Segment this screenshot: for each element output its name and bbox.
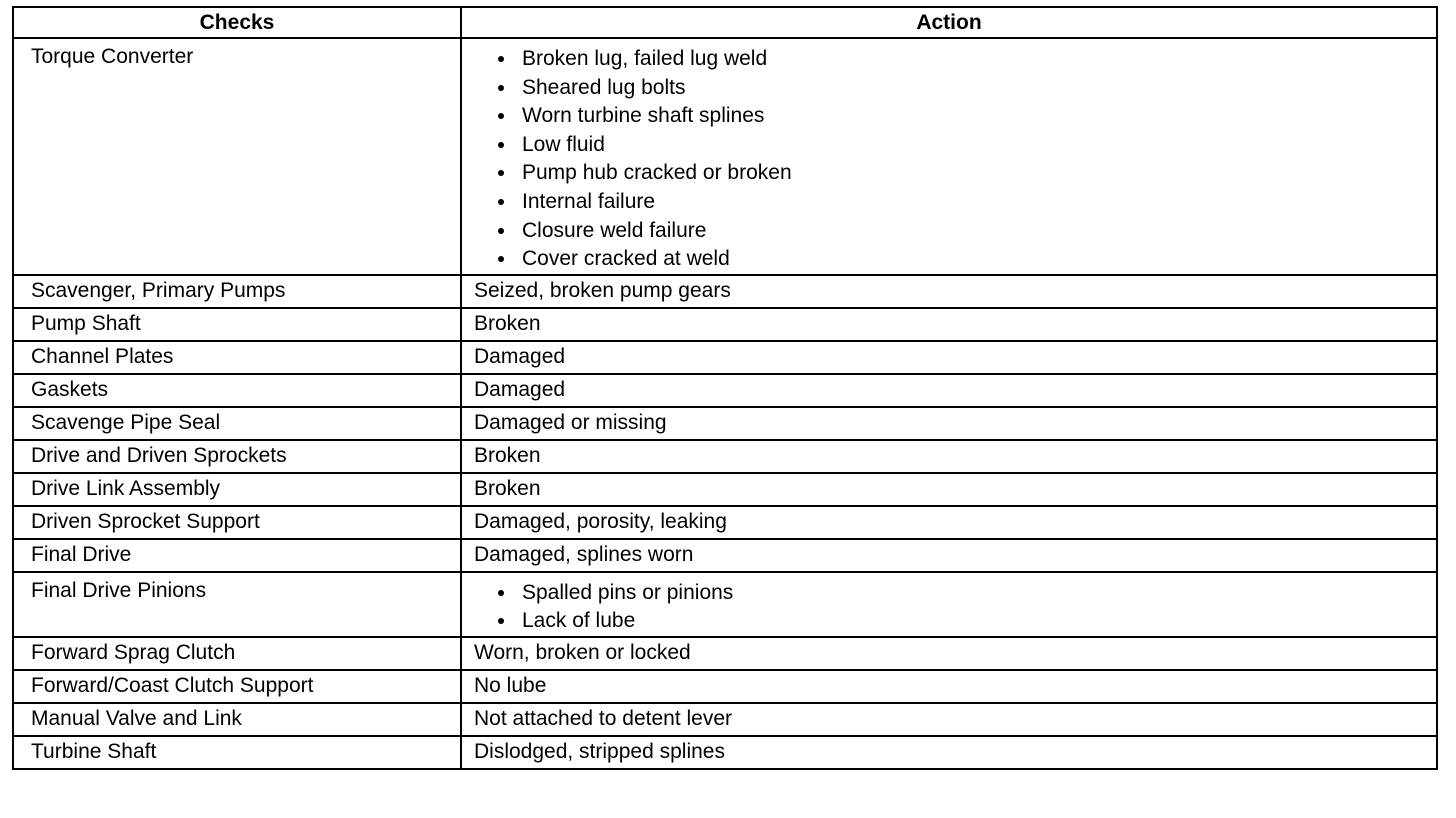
table-header <box>13 7 1437 38</box>
action-cell: Worn, broken or locked <box>461 637 1437 670</box>
action-bullet-item <box>498 217 1436 246</box>
check-cell: Scavenger, Primary Pumps <box>13 275 461 308</box>
action-cell <box>461 572 1437 637</box>
action-cell: Damaged, porosity, leaking <box>461 506 1437 539</box>
table-row <box>13 473 1437 506</box>
action-bullet-text: Low fluid <box>522 132 605 156</box>
action-cell: Broken <box>461 440 1437 473</box>
action-cell: Damaged, splines worn <box>461 539 1437 572</box>
bullet-icon <box>498 170 504 176</box>
table-row <box>13 736 1437 769</box>
action-cell: Damaged <box>461 341 1437 374</box>
header-action: Action <box>461 7 1437 38</box>
action-bullet-list <box>498 579 1436 636</box>
action-bullet-text: Closure weld failure <box>522 218 707 242</box>
action-bullet-item <box>498 74 1436 103</box>
action-bullet-text: Cover cracked at weld <box>522 247 730 271</box>
bullet-icon <box>498 618 504 624</box>
table-row <box>13 572 1437 637</box>
action-bullet-item <box>498 579 1436 608</box>
table-row <box>13 407 1437 440</box>
action-bullet-item <box>498 607 1436 636</box>
table-row <box>13 440 1437 473</box>
table-row <box>13 275 1437 308</box>
check-cell: Torque Converter <box>13 38 461 275</box>
action-cell: Not attached to detent lever <box>461 703 1437 736</box>
table-row <box>13 506 1437 539</box>
bullet-icon <box>498 590 504 596</box>
check-cell: Final Drive <box>13 539 461 572</box>
action-bullet-item <box>498 245 1436 274</box>
bullet-icon <box>498 113 504 119</box>
bullet-icon <box>498 199 504 205</box>
action-bullet-text: Sheared lug bolts <box>522 75 686 99</box>
bullet-icon <box>498 56 504 62</box>
action-bullet-text: Pump hub cracked or broken <box>522 161 792 185</box>
table-row <box>13 374 1437 407</box>
check-cell: Drive Link Assembly <box>13 473 461 506</box>
action-bullet-text: Spalled pins or pinions <box>522 580 734 604</box>
check-cell: Scavenge Pipe Seal <box>13 407 461 440</box>
bullet-icon <box>498 85 504 91</box>
table-row <box>13 341 1437 374</box>
action-bullet-text: Internal failure <box>522 189 656 213</box>
check-cell: Final Drive Pinions <box>13 572 461 637</box>
action-bullet-list <box>498 45 1436 274</box>
bullet-icon <box>498 228 504 234</box>
action-cell: Damaged <box>461 374 1437 407</box>
action-bullet-text: Lack of lube <box>522 609 636 633</box>
table-row <box>13 703 1437 736</box>
action-cell <box>461 38 1437 275</box>
action-cell: Dislodged, stripped splines <box>461 736 1437 769</box>
bullet-icon <box>498 142 504 148</box>
table-row <box>13 539 1437 572</box>
action-cell: No lube <box>461 670 1437 703</box>
action-bullet-text: Broken lug, failed lug weld <box>522 47 768 70</box>
table-row <box>13 637 1437 670</box>
check-cell: Forward/Coast Clutch Support <box>13 670 461 703</box>
action-cell: Broken <box>461 473 1437 506</box>
table-body <box>13 38 1437 769</box>
table-row <box>13 670 1437 703</box>
action-bullet-item <box>498 102 1436 131</box>
action-cell: Damaged or missing <box>461 407 1437 440</box>
action-bullet-text: Worn turbine shaft splines <box>522 104 765 128</box>
action-bullet-item <box>498 131 1436 160</box>
check-cell: Drive and Driven Sprockets <box>13 440 461 473</box>
check-cell: Driven Sprocket Support <box>13 506 461 539</box>
action-cell: Broken <box>461 308 1437 341</box>
check-cell: Channel Plates <box>13 341 461 374</box>
action-cell: Seized, broken pump gears <box>461 275 1437 308</box>
bullet-icon <box>498 256 504 262</box>
check-cell: Turbine Shaft <box>13 736 461 769</box>
check-cell: Gaskets <box>13 374 461 407</box>
table-row <box>13 38 1437 275</box>
check-cell: Manual Valve and Link <box>13 703 461 736</box>
header-row <box>13 7 1437 38</box>
table-row <box>13 308 1437 341</box>
action-bullet-item <box>498 45 1436 74</box>
check-cell: Pump Shaft <box>13 308 461 341</box>
check-cell: Forward Sprag Clutch <box>13 637 461 670</box>
action-bullet-item <box>498 188 1436 217</box>
header-checks: Checks <box>13 7 461 38</box>
checks-action-table <box>12 6 1438 770</box>
action-bullet-item <box>498 159 1436 188</box>
